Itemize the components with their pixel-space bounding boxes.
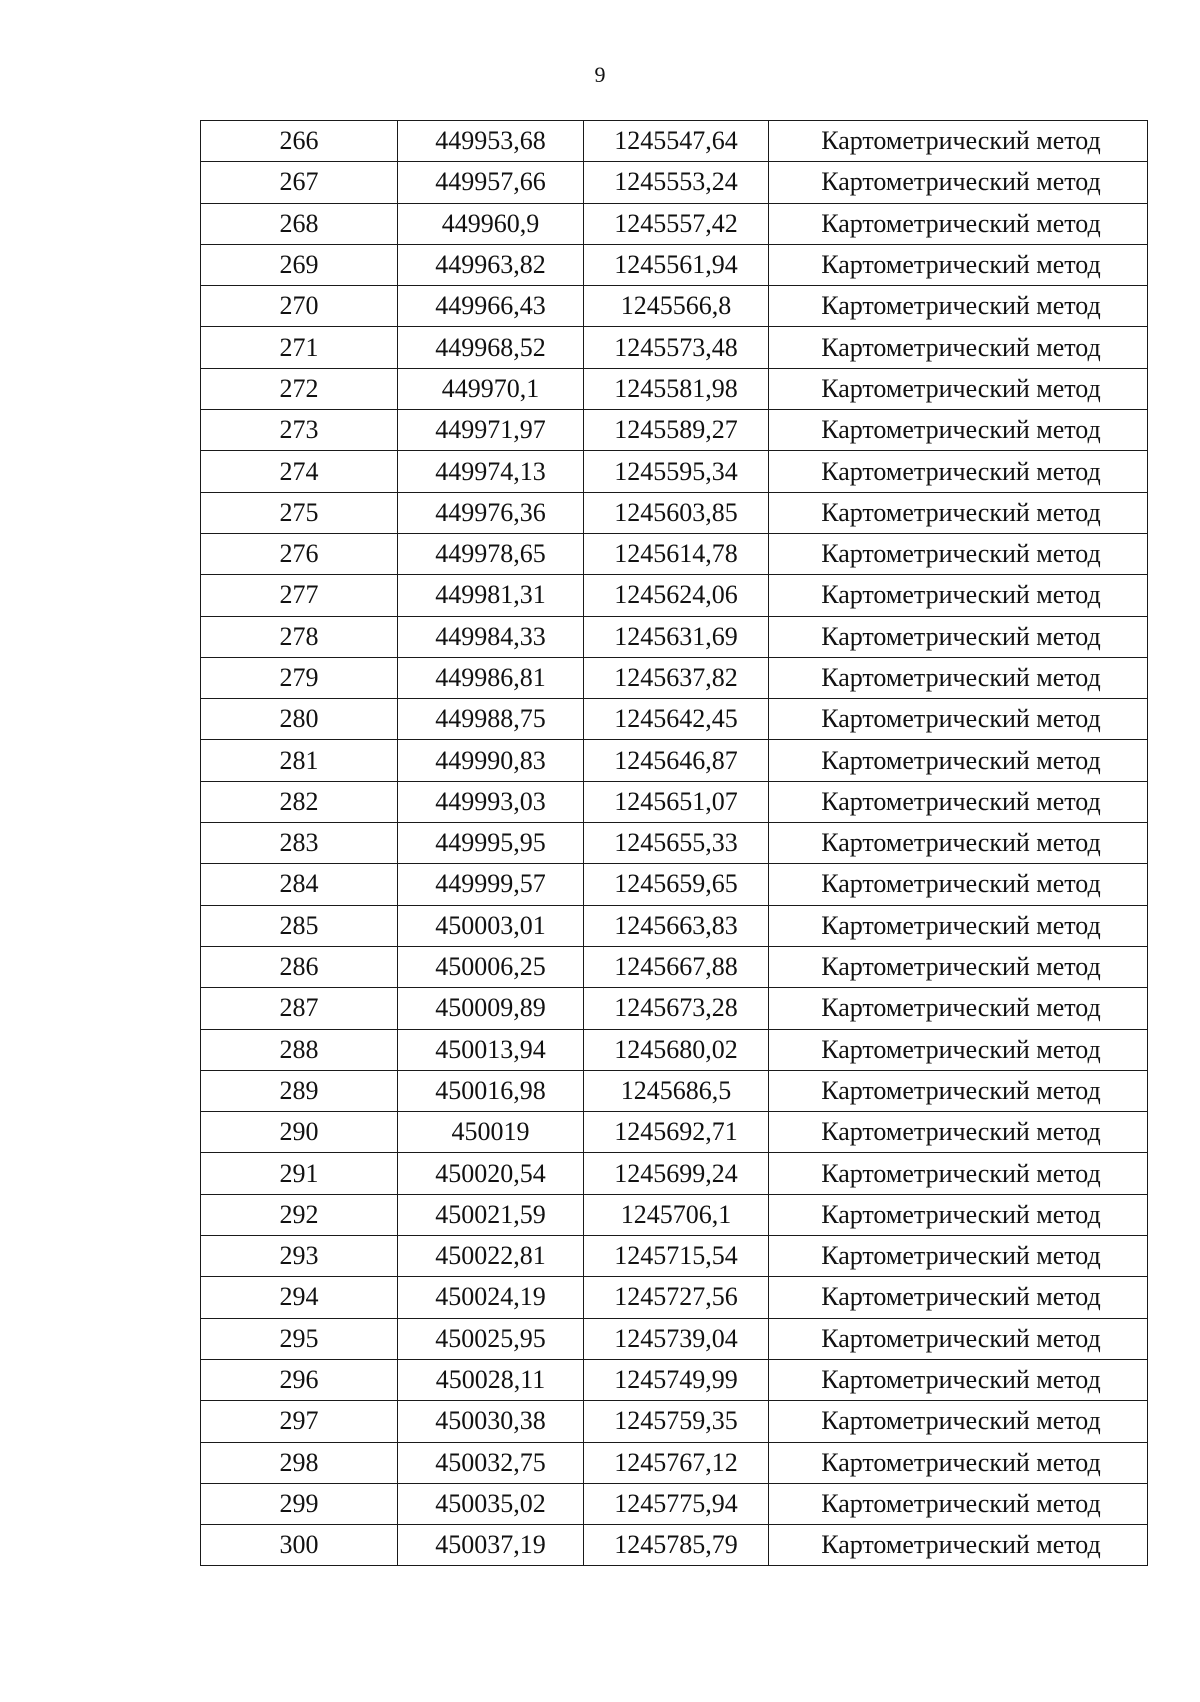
method-cell: Картометрический метод [769, 203, 1148, 244]
table-row [201, 864, 1148, 905]
x-coordinate-cell: 450028,11 [398, 1359, 584, 1400]
table-row [201, 1236, 1148, 1277]
x-coordinate-cell: 449976,36 [398, 492, 584, 533]
x-coordinate-cell: 449978,65 [398, 533, 584, 574]
y-coordinate-cell: 1245573,48 [584, 327, 769, 368]
y-coordinate-cell: 1245561,94 [584, 244, 769, 285]
point-number-cell: 291 [201, 1153, 398, 1194]
table-row [201, 1525, 1148, 1566]
table-row [201, 575, 1148, 616]
table-row [201, 327, 1148, 368]
method-cell: Картометрический метод [769, 988, 1148, 1029]
table-row [201, 1070, 1148, 1111]
y-coordinate-cell: 1245659,65 [584, 864, 769, 905]
method-cell: Картометрический метод [769, 1525, 1148, 1566]
x-coordinate-cell: 449974,13 [398, 451, 584, 492]
method-cell: Картометрический метод [769, 740, 1148, 781]
x-coordinate-cell: 450013,94 [398, 1029, 584, 1070]
x-coordinate-cell: 450025,95 [398, 1318, 584, 1359]
x-coordinate-cell: 449960,9 [398, 203, 584, 244]
y-coordinate-cell: 1245759,35 [584, 1401, 769, 1442]
table-row [201, 699, 1148, 740]
x-coordinate-cell: 449999,57 [398, 864, 584, 905]
x-coordinate-cell: 449990,83 [398, 740, 584, 781]
method-cell: Картометрический метод [769, 1029, 1148, 1070]
y-coordinate-cell: 1245785,79 [584, 1525, 769, 1566]
method-cell: Картометрический метод [769, 410, 1148, 451]
y-coordinate-cell: 1245631,69 [584, 616, 769, 657]
y-coordinate-cell: 1245663,83 [584, 905, 769, 946]
point-number-cell: 278 [201, 616, 398, 657]
point-number-cell: 282 [201, 781, 398, 822]
table-row [201, 1483, 1148, 1524]
y-coordinate-cell: 1245715,54 [584, 1236, 769, 1277]
x-coordinate-cell: 449957,66 [398, 162, 584, 203]
x-coordinate-cell: 450006,25 [398, 946, 584, 987]
y-coordinate-cell: 1245595,34 [584, 451, 769, 492]
point-number-cell: 286 [201, 946, 398, 987]
table-row [201, 286, 1148, 327]
y-coordinate-cell: 1245637,82 [584, 657, 769, 698]
method-cell: Картометрический метод [769, 1236, 1148, 1277]
x-coordinate-cell: 449984,33 [398, 616, 584, 657]
method-cell: Картометрический метод [769, 451, 1148, 492]
method-cell: Картометрический метод [769, 1483, 1148, 1524]
y-coordinate-cell: 1245603,85 [584, 492, 769, 533]
x-coordinate-cell: 449963,82 [398, 244, 584, 285]
x-coordinate-cell: 449971,97 [398, 410, 584, 451]
point-number-cell: 296 [201, 1359, 398, 1400]
point-number-cell: 270 [201, 286, 398, 327]
method-cell: Картометрический метод [769, 327, 1148, 368]
y-coordinate-cell: 1245727,56 [584, 1277, 769, 1318]
point-number-cell: 271 [201, 327, 398, 368]
x-coordinate-cell: 450009,89 [398, 988, 584, 1029]
x-coordinate-cell: 449981,31 [398, 575, 584, 616]
y-coordinate-cell: 1245557,42 [584, 203, 769, 244]
x-coordinate-cell: 450024,19 [398, 1277, 584, 1318]
method-cell: Картометрический метод [769, 946, 1148, 987]
y-coordinate-cell: 1245553,24 [584, 162, 769, 203]
point-number-cell: 277 [201, 575, 398, 616]
point-number-cell: 274 [201, 451, 398, 492]
x-coordinate-cell: 449988,75 [398, 699, 584, 740]
y-coordinate-cell: 1245566,8 [584, 286, 769, 327]
point-number-cell: 275 [201, 492, 398, 533]
point-number-cell: 297 [201, 1401, 398, 1442]
y-coordinate-cell: 1245749,99 [584, 1359, 769, 1400]
table-row [201, 1318, 1148, 1359]
x-coordinate-cell: 450030,38 [398, 1401, 584, 1442]
page-number: 9 [594, 62, 606, 87]
y-coordinate-cell: 1245651,07 [584, 781, 769, 822]
point-number-cell: 276 [201, 533, 398, 574]
method-cell: Картометрический метод [769, 864, 1148, 905]
point-number-cell: 272 [201, 368, 398, 409]
table-row [201, 905, 1148, 946]
method-cell: Картометрический метод [769, 1070, 1148, 1111]
table-row [201, 616, 1148, 657]
table-row [201, 492, 1148, 533]
table-row [201, 781, 1148, 822]
x-coordinate-cell: 449966,43 [398, 286, 584, 327]
table-row [201, 1194, 1148, 1235]
table-row [201, 1401, 1148, 1442]
method-cell: Картометрический метод [769, 699, 1148, 740]
y-coordinate-cell: 1245706,1 [584, 1194, 769, 1235]
method-cell: Картометрический метод [769, 575, 1148, 616]
table-row [201, 451, 1148, 492]
point-number-cell: 269 [201, 244, 398, 285]
x-coordinate-cell: 450021,59 [398, 1194, 584, 1235]
x-coordinate-cell: 450035,02 [398, 1483, 584, 1524]
y-coordinate-cell: 1245667,88 [584, 946, 769, 987]
method-cell: Картометрический метод [769, 1401, 1148, 1442]
point-number-cell: 284 [201, 864, 398, 905]
method-cell: Картометрический метод [769, 905, 1148, 946]
x-coordinate-cell: 450019 [398, 1112, 584, 1153]
y-coordinate-cell: 1245680,02 [584, 1029, 769, 1070]
y-coordinate-cell: 1245692,71 [584, 1112, 769, 1153]
method-cell: Картометрический метод [769, 616, 1148, 657]
table-row [201, 533, 1148, 574]
y-coordinate-cell: 1245646,87 [584, 740, 769, 781]
table-row [201, 1359, 1148, 1400]
point-number-cell: 280 [201, 699, 398, 740]
table-row [201, 946, 1148, 987]
table-row [201, 740, 1148, 781]
y-coordinate-cell: 1245614,78 [584, 533, 769, 574]
x-coordinate-cell: 449993,03 [398, 781, 584, 822]
method-cell: Картометрический метод [769, 368, 1148, 409]
point-number-cell: 298 [201, 1442, 398, 1483]
x-coordinate-cell: 450016,98 [398, 1070, 584, 1111]
coordinates-table-body [201, 121, 1148, 1566]
method-cell: Картометрический метод [769, 1277, 1148, 1318]
point-number-cell: 295 [201, 1318, 398, 1359]
x-coordinate-cell: 449986,81 [398, 657, 584, 698]
coordinates-table [200, 120, 1148, 1566]
x-coordinate-cell: 449970,1 [398, 368, 584, 409]
table-row [201, 368, 1148, 409]
x-coordinate-cell: 450032,75 [398, 1442, 584, 1483]
method-cell: Картометрический метод [769, 533, 1148, 574]
y-coordinate-cell: 1245547,64 [584, 121, 769, 162]
table-row [201, 1029, 1148, 1070]
x-coordinate-cell: 449968,52 [398, 327, 584, 368]
y-coordinate-cell: 1245699,24 [584, 1153, 769, 1194]
table-row [201, 1277, 1148, 1318]
y-coordinate-cell: 1245624,06 [584, 575, 769, 616]
point-number-cell: 288 [201, 1029, 398, 1070]
point-number-cell: 300 [201, 1525, 398, 1566]
table-row [201, 1442, 1148, 1483]
x-coordinate-cell: 450020,54 [398, 1153, 584, 1194]
x-coordinate-cell: 450022,81 [398, 1236, 584, 1277]
point-number-cell: 289 [201, 1070, 398, 1111]
method-cell: Картометрический метод [769, 244, 1148, 285]
method-cell: Картометрический метод [769, 1194, 1148, 1235]
point-number-cell: 273 [201, 410, 398, 451]
y-coordinate-cell: 1245655,33 [584, 823, 769, 864]
point-number-cell: 293 [201, 1236, 398, 1277]
point-number-cell: 266 [201, 121, 398, 162]
method-cell: Картометрический метод [769, 823, 1148, 864]
point-number-cell: 268 [201, 203, 398, 244]
point-number-cell: 287 [201, 988, 398, 1029]
method-cell: Картометрический метод [769, 1153, 1148, 1194]
y-coordinate-cell: 1245589,27 [584, 410, 769, 451]
y-coordinate-cell: 1245673,28 [584, 988, 769, 1029]
y-coordinate-cell: 1245581,98 [584, 368, 769, 409]
table-row [201, 410, 1148, 451]
point-number-cell: 285 [201, 905, 398, 946]
table-row [201, 988, 1148, 1029]
x-coordinate-cell: 450037,19 [398, 1525, 584, 1566]
table-row [201, 121, 1148, 162]
table-row [201, 1112, 1148, 1153]
y-coordinate-cell: 1245767,12 [584, 1442, 769, 1483]
method-cell: Картометрический метод [769, 1359, 1148, 1400]
table-row [201, 657, 1148, 698]
y-coordinate-cell: 1245775,94 [584, 1483, 769, 1524]
x-coordinate-cell: 449995,95 [398, 823, 584, 864]
method-cell: Картометрический метод [769, 1442, 1148, 1483]
method-cell: Картометрический метод [769, 162, 1148, 203]
table-row [201, 244, 1148, 285]
method-cell: Картометрический метод [769, 657, 1148, 698]
point-number-cell: 267 [201, 162, 398, 203]
point-number-cell: 294 [201, 1277, 398, 1318]
point-number-cell: 292 [201, 1194, 398, 1235]
method-cell: Картометрический метод [769, 492, 1148, 533]
y-coordinate-cell: 1245686,5 [584, 1070, 769, 1111]
method-cell: Картометрический метод [769, 781, 1148, 822]
y-coordinate-cell: 1245642,45 [584, 699, 769, 740]
y-coordinate-cell: 1245739,04 [584, 1318, 769, 1359]
point-number-cell: 290 [201, 1112, 398, 1153]
table-row [201, 203, 1148, 244]
method-cell: Картометрический метод [769, 286, 1148, 327]
method-cell: Картометрический метод [769, 1318, 1148, 1359]
x-coordinate-cell: 450003,01 [398, 905, 584, 946]
method-cell: Картометрический метод [769, 1112, 1148, 1153]
point-number-cell: 281 [201, 740, 398, 781]
table-row [201, 823, 1148, 864]
method-cell: Картометрический метод [769, 121, 1148, 162]
x-coordinate-cell: 449953,68 [398, 121, 584, 162]
table-row [201, 162, 1148, 203]
point-number-cell: 283 [201, 823, 398, 864]
table-row [201, 1153, 1148, 1194]
point-number-cell: 299 [201, 1483, 398, 1524]
point-number-cell: 279 [201, 657, 398, 698]
